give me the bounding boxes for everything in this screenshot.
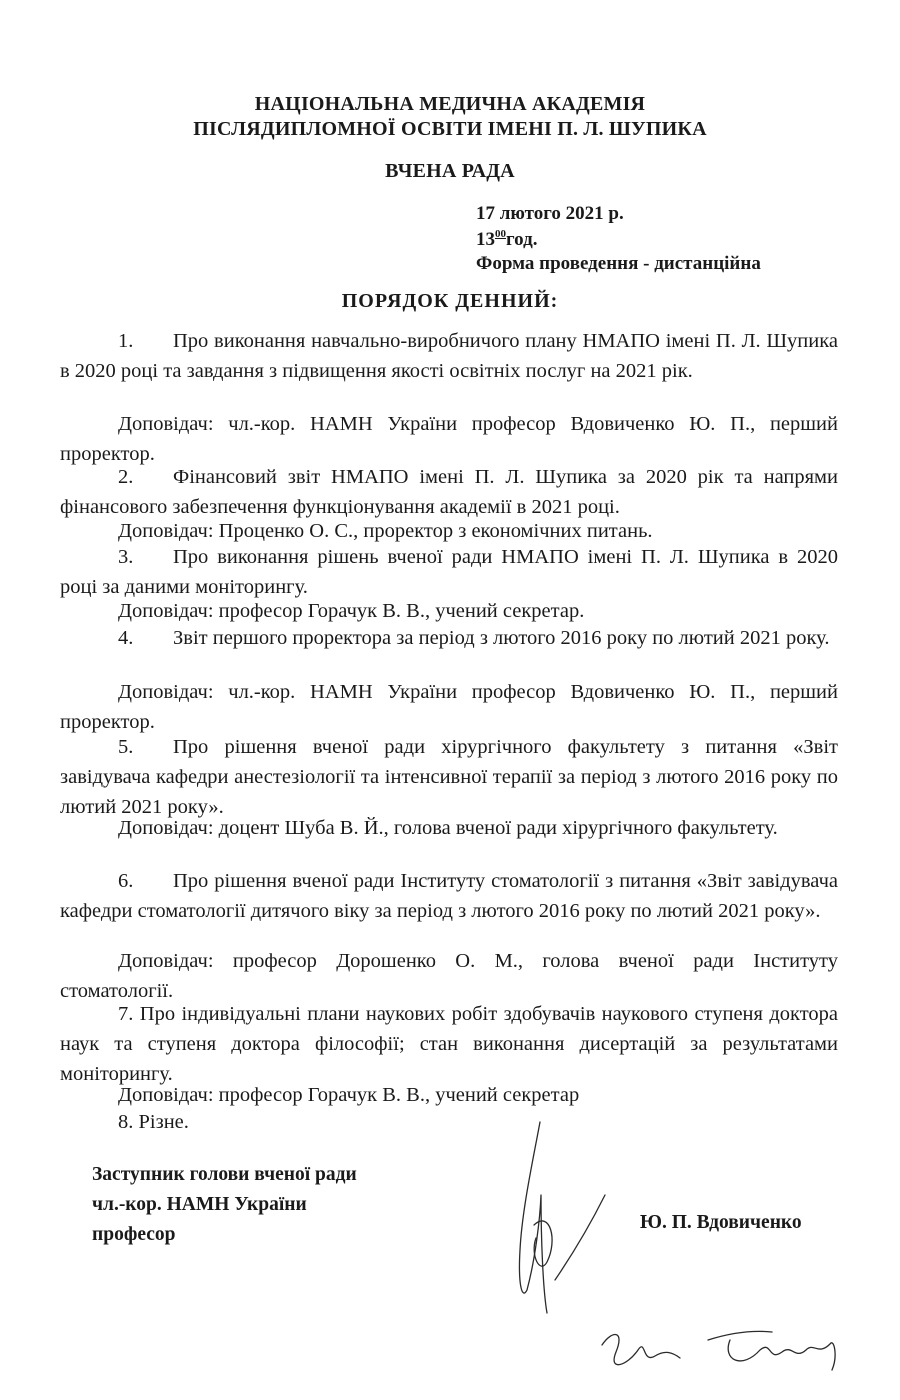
agenda-item-number: 2.	[118, 466, 134, 488]
signatory-title-line1: Заступник голови вченої ради	[92, 1164, 357, 1185]
institution-name-line1: НАЦІОНАЛЬНА МЕДИЧНА АКАДЕМІЯ	[254, 93, 646, 115]
agenda-item-number: 7.	[118, 1003, 134, 1025]
agenda-item-number: 6.	[118, 870, 134, 892]
meeting-format: Форма проведення - дистанційна	[476, 253, 761, 274]
institution-name-line2: ПІСЛЯДИПЛОМНОЇ ОСВІТИ ІМЕНІ П. Л. ШУПИКА	[193, 118, 707, 140]
agenda-item-7-speaker: Доповідач: професор Горачук В. В., учений секретар	[118, 1084, 580, 1106]
agenda-item-text: Про індивідуальні плани наукових робіт здобувачів наукового ступеня доктора наук та ступеня доктора філософії; стан виконання дисертацій за результатами моніторингу.	[60, 1003, 839, 1085]
agenda-item-2-speaker: Доповідач: Проценко О. С., проректор з економічних питань.	[118, 520, 653, 542]
agenda-item-text: Про виконання рішень вченої ради НМАПО імені П. Л. Шупика в 2020 році за даними моніторингу.	[60, 546, 838, 598]
agenda-item-text: Різне.	[138, 1111, 189, 1133]
meeting-time-hour: 13	[476, 229, 495, 250]
agenda-item-number: 5.	[118, 736, 134, 758]
meeting-time-unit: год.	[506, 229, 538, 250]
agenda-item-3-speaker: Доповідач: професор Горачук В. В., учений секретар.	[118, 600, 585, 622]
signatory-title-line3: професор	[92, 1224, 176, 1245]
agenda-title: ПОРЯДОК ДЕННИЙ:	[341, 290, 559, 312]
agenda-item-1-speaker: Доповідач: чл.-кор. НАМН України професор Вдовиченко Ю. П., перший проректор.	[60, 413, 838, 465]
meeting-time-minutes: 00	[495, 228, 506, 240]
meeting-date: 17 лютого 2021 р.	[476, 203, 624, 224]
agenda-item-4-speaker: Доповідач: чл.-кор. НАМН України професор Вдовиченко Ю. П., перший проректор.	[60, 681, 838, 733]
agenda-item-5-speaker: Доповідач: доцент Шуба В. Й., голова вченої ради хірургічного факультету.	[118, 817, 778, 839]
signatory-title-line2: чл.-кор. НАМН України	[92, 1194, 307, 1215]
agenda-item-number: 8.	[118, 1111, 134, 1133]
agenda-item-number: 1.	[118, 330, 134, 352]
agenda-item-text: Про рішення вченої ради хірургічного факультету з питання «Звіт завідувача кафедри анестезіології та інтенсивної терапії за період з лютого 2016 року по лютий 2021 року».	[60, 736, 838, 818]
agenda-item-number: 4.	[118, 627, 134, 649]
agenda-item-text: Фінансовий звіт НМАПО імені П. Л. Шупика за 2020 рік та напрями фінансового забезпечення функціонування академії в 2021 році.	[60, 466, 838, 518]
agenda-item-text: Звіт першого проректора за період з лютого 2016 року по лютий 2021 року.	[173, 627, 830, 649]
signatory-name: Ю. П. Вдовиченко	[640, 1212, 802, 1233]
council-title: ВЧЕНА РАДА	[385, 160, 515, 182]
agenda-item-text: Про рішення вченої ради Інституту стоматології з питання «Звіт завідувача кафедри стоматології дитячого віку за період з лютого 2016 року по лютий 2021 року».	[60, 870, 838, 922]
agenda-item-number: 3.	[118, 546, 134, 568]
agenda-item-6-speaker: Доповідач: професор Дорошенко О. М., голова вченої ради Інституту стоматології.	[60, 950, 838, 1002]
agenda-item-text: Про виконання навчально-виробничого плану НМАПО імені П. Л. Шупика в 2020 році та завдання з підвищення якості освітніх послуг на 2021 рік.	[60, 330, 838, 382]
